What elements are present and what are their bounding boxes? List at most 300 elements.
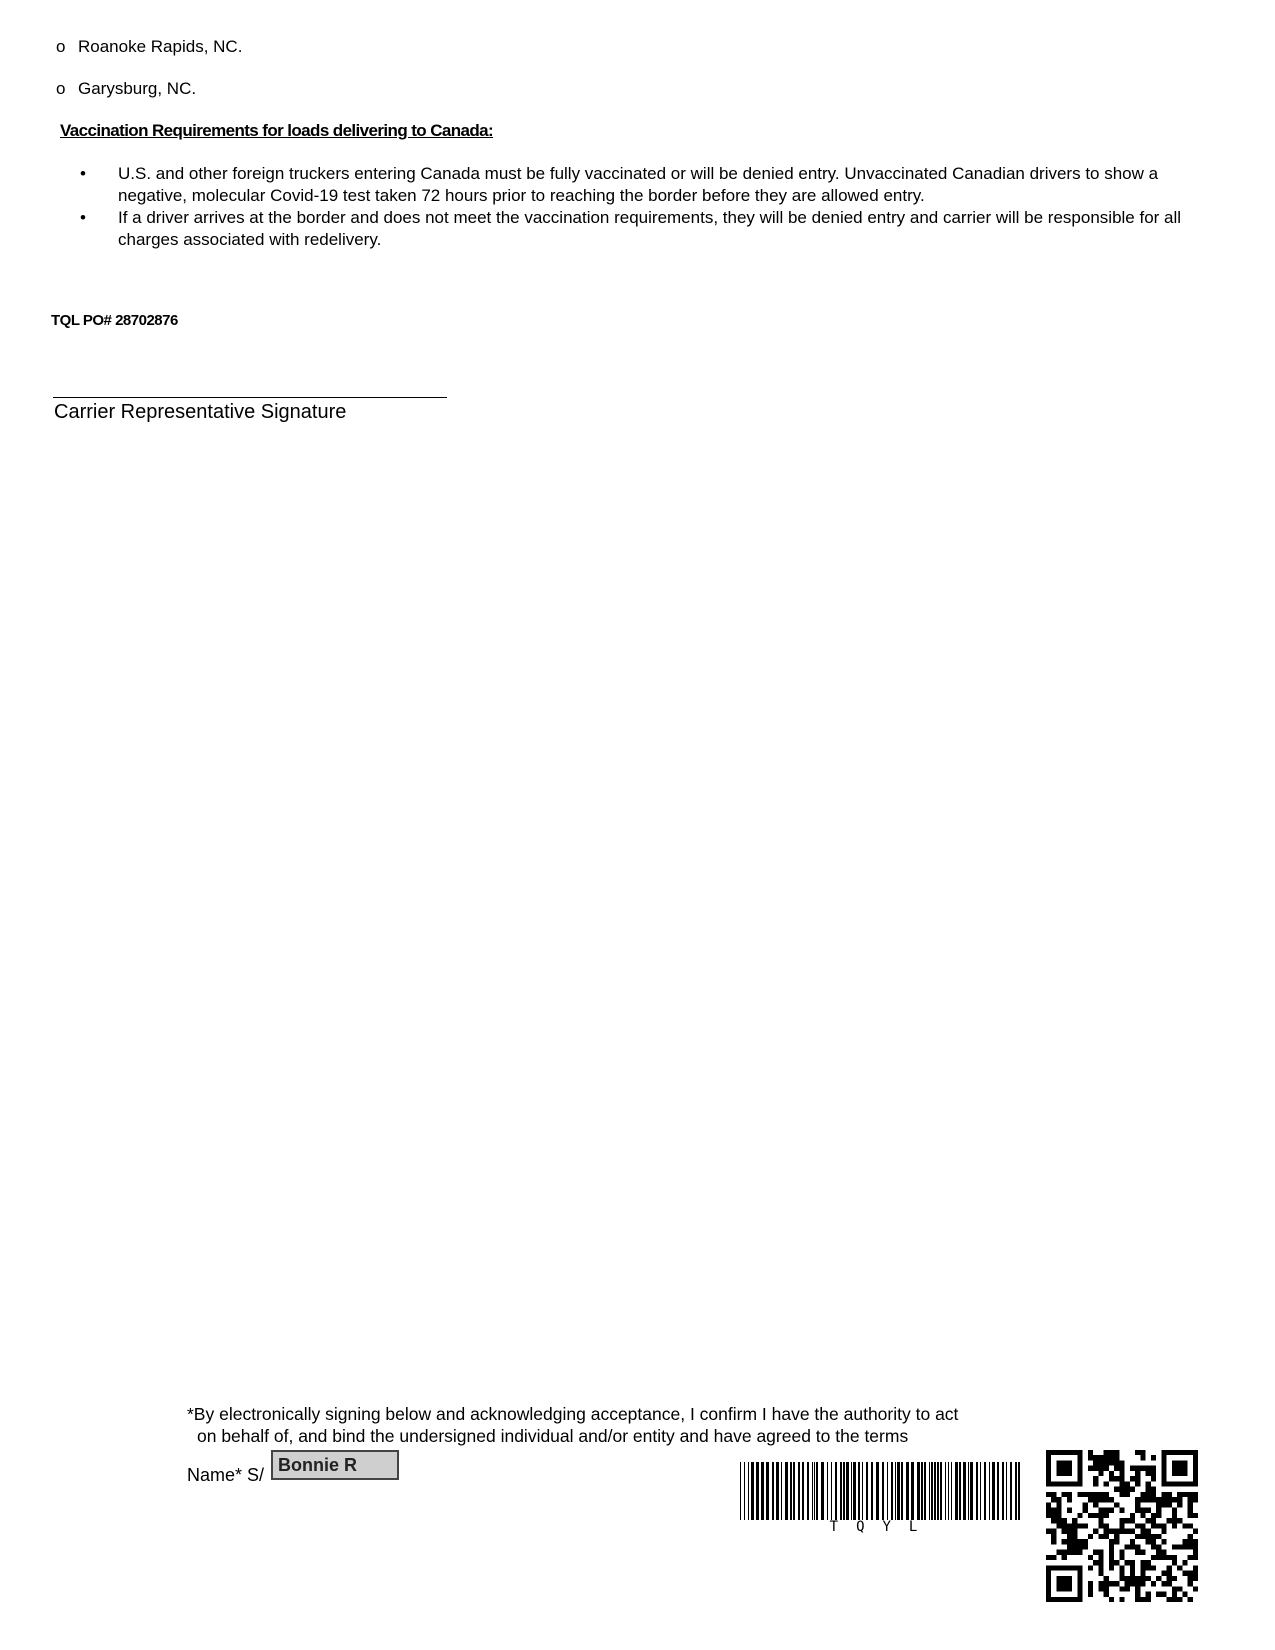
barcode-bar [887, 1462, 888, 1520]
qr-module [1046, 1529, 1051, 1534]
qr-module [1151, 1487, 1156, 1492]
qr-module [1119, 1586, 1124, 1591]
barcode-bar [1006, 1462, 1007, 1520]
qr-module [1109, 1497, 1114, 1502]
qr-module [1135, 1476, 1140, 1481]
qr-module [1167, 1576, 1172, 1581]
qr-module [1088, 1455, 1093, 1460]
qr-module [1130, 1487, 1135, 1492]
qr-module [1140, 1581, 1145, 1586]
qr-module [1051, 1529, 1056, 1534]
qr-module [1146, 1565, 1151, 1570]
qr-module [1088, 1497, 1093, 1502]
qr-module [1072, 1550, 1077, 1555]
qr-module [1146, 1576, 1151, 1581]
qr-module [1109, 1539, 1114, 1544]
qr-module [1161, 1502, 1166, 1507]
qr-module [1098, 1513, 1103, 1518]
barcode-bar [901, 1462, 903, 1520]
location-text: Roanoke Rapids, NC. [78, 37, 243, 56]
qr-module [1093, 1497, 1098, 1502]
barcode-bar [934, 1462, 936, 1520]
qr-module [1161, 1539, 1166, 1544]
qr-module [1109, 1471, 1114, 1476]
qr-module [1151, 1476, 1156, 1481]
qr-module [1172, 1592, 1177, 1597]
qr-module [1135, 1450, 1140, 1455]
qr-module [1125, 1529, 1130, 1534]
acknowledgement-line-1: *By electronically signing below and acknowledging acceptance, I confirm I have the authority to act [187, 1404, 959, 1424]
qr-module [1188, 1576, 1193, 1581]
qr-module [1193, 1565, 1198, 1570]
qr-module [1056, 1518, 1061, 1523]
qr-module [1072, 1544, 1077, 1549]
qr-module [1182, 1523, 1187, 1528]
qr-module [1067, 1508, 1072, 1513]
qr-module [1083, 1544, 1088, 1549]
qr-module [1088, 1592, 1093, 1597]
qr-module [1093, 1466, 1098, 1471]
qr-module [1056, 1550, 1061, 1555]
barcode-bar [891, 1462, 893, 1520]
qr-module [1093, 1513, 1098, 1518]
barcode-bar [959, 1462, 961, 1520]
barcode-bar [955, 1462, 958, 1520]
bullet-item [80, 163, 1200, 207]
qr-module [1193, 1576, 1198, 1581]
qr-module [1109, 1529, 1114, 1534]
barcode-bar [1015, 1462, 1017, 1520]
qr-module [1188, 1544, 1193, 1549]
qr-module [1167, 1492, 1172, 1497]
qr-module [1151, 1565, 1156, 1570]
qr-module [1172, 1555, 1177, 1560]
qr-module [1114, 1487, 1119, 1492]
barcode-bar [853, 1462, 856, 1520]
qr-module [1125, 1544, 1130, 1549]
qr-module [1077, 1492, 1082, 1497]
qr-module [1119, 1492, 1124, 1497]
qr-module [1156, 1544, 1161, 1549]
qr-module [1177, 1492, 1182, 1497]
qr-module [1140, 1450, 1145, 1455]
barcode-bar [931, 1462, 933, 1520]
qr-module [1172, 1586, 1177, 1591]
qr-module [1125, 1576, 1130, 1581]
barcode-bar [744, 1462, 745, 1520]
qr-module [1182, 1492, 1187, 1497]
qr-module [1146, 1508, 1151, 1513]
qr-module [1193, 1492, 1198, 1497]
barcode-bar [740, 1462, 741, 1520]
qr-module [1125, 1481, 1130, 1486]
qr-module [1098, 1581, 1103, 1586]
qr-module [1109, 1597, 1114, 1602]
bullet-text: U.S. and other foreign truckers entering Canada must be fully vaccinated or will be denied entry. Unvaccinated Canadian drivers to show a negative, molecular Covid-19 test taken 72 hours prior to reaching the border before they are allowed entry. [118, 164, 1159, 205]
qr-module [1062, 1555, 1067, 1560]
qr-module [1140, 1497, 1145, 1502]
qr-module [1130, 1544, 1135, 1549]
qr-module [1135, 1586, 1140, 1591]
qr-module [1146, 1534, 1151, 1539]
barcode-bar [766, 1462, 769, 1520]
qr-module [1088, 1466, 1093, 1471]
qr-module [1093, 1492, 1098, 1497]
barcode-bar [937, 1462, 939, 1520]
qr-module [1098, 1471, 1103, 1476]
qr-module [1188, 1508, 1193, 1513]
qr-module [1046, 1513, 1051, 1518]
qr-module [1135, 1576, 1140, 1581]
barcode-bar [835, 1462, 837, 1520]
qr-module [1140, 1455, 1145, 1460]
qr-module [1167, 1518, 1172, 1523]
qr-module [1167, 1565, 1172, 1570]
qr-module [1177, 1518, 1182, 1523]
barcode-bar [984, 1462, 986, 1520]
qr-module [1140, 1492, 1145, 1497]
qr-module [1067, 1529, 1072, 1534]
qr-module [1146, 1497, 1151, 1502]
qr-module [1146, 1529, 1151, 1534]
qr-module [1151, 1497, 1156, 1502]
barcode-bar [1002, 1462, 1004, 1520]
qr-module [1182, 1539, 1187, 1544]
qr-module [1119, 1576, 1124, 1581]
qr-module [1062, 1518, 1067, 1523]
vaccination-heading: Vaccination Requirements for loads delivering to Canada: [60, 121, 494, 140]
qr-module [1056, 1576, 1072, 1592]
qr-module [1161, 1550, 1166, 1555]
qr-module [1104, 1534, 1109, 1539]
qr-module [1188, 1597, 1193, 1602]
bullet-item [80, 207, 1200, 251]
qr-module [1151, 1492, 1156, 1497]
qr-module [1140, 1523, 1145, 1528]
qr-module [1161, 1555, 1166, 1560]
qr-module [1146, 1492, 1151, 1497]
qr-module [1130, 1529, 1135, 1534]
qr-module [1177, 1565, 1182, 1570]
qr-module [1051, 1508, 1056, 1513]
qr-module [1051, 1534, 1056, 1539]
list-marker: o [56, 79, 66, 98]
qr-module [1188, 1492, 1193, 1497]
qr-module [1140, 1576, 1145, 1581]
qr-module [1104, 1455, 1109, 1460]
qr-module [1125, 1560, 1130, 1565]
qr-module [1046, 1492, 1051, 1497]
qr-module [1109, 1560, 1114, 1565]
qr-module [1072, 1518, 1077, 1523]
qr-module [1156, 1550, 1161, 1555]
qr-module [1188, 1555, 1193, 1560]
qr-module [1104, 1576, 1109, 1581]
barcode-bar [876, 1462, 879, 1520]
qr-module [1119, 1597, 1124, 1602]
qr-module [1130, 1581, 1135, 1586]
qr-module [1161, 1571, 1166, 1576]
qr-module [1193, 1497, 1198, 1502]
barcode-bar [802, 1462, 804, 1520]
qr-module [1109, 1544, 1114, 1549]
qr-module [1182, 1544, 1187, 1549]
qr-module [1098, 1571, 1103, 1576]
qr-module [1177, 1544, 1182, 1549]
qr-module [1135, 1523, 1140, 1528]
barcode-bar [827, 1462, 828, 1520]
barcode-bar [776, 1462, 779, 1520]
qr-module [1114, 1455, 1119, 1460]
qr-module [1188, 1523, 1193, 1528]
signature-line [53, 397, 447, 398]
qr-module [1093, 1476, 1098, 1481]
qr-module [1146, 1471, 1151, 1476]
qr-module [1140, 1597, 1145, 1602]
qr-module [1067, 1534, 1072, 1539]
name-label: Name* S/ [187, 1465, 265, 1485]
qr-module [1098, 1523, 1103, 1528]
qr-module [1193, 1513, 1198, 1518]
qr-module [1083, 1523, 1088, 1528]
barcode-bar [816, 1462, 818, 1520]
qr-module [1182, 1592, 1187, 1597]
qr-module [1119, 1529, 1124, 1534]
qr-module [1119, 1481, 1124, 1486]
qr-module [1046, 1508, 1051, 1513]
barcode-bar [748, 1462, 749, 1520]
barcode-bar [929, 1462, 930, 1520]
qr-module [1093, 1529, 1098, 1534]
barcode-bar [858, 1462, 860, 1520]
qr-module [1172, 1497, 1177, 1502]
qr-module [1114, 1466, 1119, 1471]
barcode-bar [798, 1462, 800, 1520]
barcode-bar [924, 1462, 926, 1520]
acknowledgement-line-2: on behalf of, and bind the undersigned individual and/or entity and have agreed to the terms [197, 1426, 909, 1446]
barcode-bar [882, 1462, 884, 1520]
qr-module [1077, 1523, 1082, 1528]
qr-module [1119, 1550, 1124, 1555]
qr-module [1072, 1539, 1077, 1544]
qr-module [1177, 1586, 1182, 1591]
qr-module [1130, 1539, 1135, 1544]
qr-module [1056, 1523, 1061, 1528]
barcode-bar [917, 1462, 920, 1520]
qr-module [1114, 1581, 1119, 1586]
barcode-bar [812, 1462, 813, 1520]
qr-module [1093, 1481, 1098, 1486]
qr-module [1119, 1460, 1124, 1465]
qr-module [1188, 1497, 1193, 1502]
qr-module [1146, 1597, 1151, 1602]
qr-module [1119, 1471, 1124, 1476]
qr-module [1077, 1539, 1082, 1544]
barcode-bar [790, 1462, 792, 1520]
qr-module [1098, 1560, 1103, 1565]
qr-module [1083, 1508, 1088, 1513]
qr-module [1088, 1586, 1093, 1591]
qr-module [1114, 1539, 1119, 1544]
qr-module [1104, 1492, 1109, 1497]
qr-module [1051, 1513, 1056, 1518]
qr-module [1188, 1534, 1193, 1539]
bullet-marker: • [80, 164, 86, 183]
qr-module [1067, 1539, 1072, 1544]
qr-module [1109, 1460, 1114, 1465]
qr-module [1114, 1450, 1119, 1455]
qr-module [1135, 1597, 1140, 1602]
qr-module [1077, 1513, 1082, 1518]
qr-module [1093, 1455, 1098, 1460]
qr-module [1088, 1534, 1093, 1539]
qr-module [1067, 1497, 1072, 1502]
qr-module [1156, 1508, 1161, 1513]
qr-module [1056, 1502, 1061, 1507]
qr-module [1062, 1523, 1067, 1528]
qr-module [1125, 1581, 1130, 1586]
barcode-bar [785, 1462, 788, 1520]
qr-module [1125, 1586, 1130, 1591]
qr-module [1151, 1581, 1156, 1586]
po-number: TQL PO# 28702876 [51, 312, 178, 329]
barcode-bar [921, 1462, 923, 1520]
qr-module [1088, 1492, 1093, 1497]
barcode-bar [948, 1462, 949, 1520]
qr-module [1104, 1466, 1109, 1471]
barcode-bar [866, 1462, 868, 1520]
qr-module [1077, 1544, 1082, 1549]
qr-module [1151, 1518, 1156, 1523]
location-item-garysburg [56, 79, 196, 99]
barcode-bar [862, 1462, 863, 1520]
qr-module [1114, 1560, 1119, 1565]
barcode-bar [1010, 1462, 1012, 1520]
qr-module [1167, 1571, 1172, 1576]
acknowledgement-text [187, 1403, 958, 1447]
signature-label: Carrier Representative Signature [54, 401, 347, 423]
qr-module [1130, 1576, 1135, 1581]
location-item-roanoke [56, 37, 242, 57]
qr-module [1172, 1460, 1188, 1476]
qr-module [1104, 1481, 1109, 1486]
qr-module [1151, 1544, 1156, 1549]
qr-module [1104, 1581, 1109, 1586]
qr-module [1077, 1550, 1082, 1555]
barcode-bar [980, 1462, 981, 1520]
qr-module [1188, 1571, 1193, 1576]
qr-module [1109, 1476, 1114, 1481]
qr-module [1193, 1571, 1198, 1576]
qr-module [1167, 1497, 1172, 1502]
qr-module [1098, 1550, 1103, 1555]
qr-module [1098, 1460, 1103, 1465]
qr-module [1062, 1539, 1067, 1544]
qr-module [1140, 1466, 1145, 1471]
qr-module [1072, 1534, 1077, 1539]
qr-module [1119, 1523, 1124, 1528]
barcode-bar [781, 1462, 782, 1520]
qr-module [1146, 1560, 1151, 1565]
qr-module [1109, 1455, 1114, 1460]
qr-module [1072, 1529, 1077, 1534]
qr-module [1119, 1555, 1124, 1560]
qr-module [1104, 1586, 1109, 1591]
qr-module [1172, 1576, 1177, 1581]
qr-module [1182, 1560, 1187, 1565]
qr-module [1098, 1508, 1103, 1513]
qr-module [1119, 1565, 1124, 1570]
qr-module [1109, 1508, 1114, 1513]
qr-module [1083, 1502, 1088, 1507]
barcode-bar [895, 1462, 896, 1520]
barcode-bar [871, 1462, 873, 1520]
qr-module [1140, 1508, 1145, 1513]
barcode-bar [843, 1462, 845, 1520]
qr-module [1151, 1523, 1156, 1528]
qr-module [1109, 1450, 1114, 1455]
qr-module [1172, 1560, 1177, 1565]
qr-module [1161, 1492, 1166, 1497]
qr-module [1119, 1571, 1124, 1576]
barcode-bar [970, 1462, 973, 1520]
qr-module [1130, 1466, 1135, 1471]
barcode-bar [976, 1462, 978, 1520]
qr-module [1062, 1529, 1067, 1534]
qr-module [1156, 1497, 1161, 1502]
qr-module [1161, 1497, 1166, 1502]
qr-module [1114, 1529, 1119, 1534]
qr-module [1062, 1492, 1067, 1497]
qr-module [1067, 1544, 1072, 1549]
qr-module [1140, 1529, 1145, 1534]
qr-module [1130, 1571, 1135, 1576]
qr-module [1151, 1555, 1156, 1560]
qr-module [1140, 1550, 1145, 1555]
qr-module [1135, 1534, 1140, 1539]
qr-module [1062, 1550, 1067, 1555]
name-signature-field[interactable]: Bonnie R [271, 1450, 399, 1480]
qr-module [1172, 1523, 1177, 1528]
barcode-bar [1018, 1462, 1020, 1520]
barcode-bar [751, 1462, 754, 1520]
barcode-bar [897, 1462, 900, 1520]
barcode-bar [851, 1462, 852, 1520]
qr-module [1104, 1592, 1109, 1597]
qr-module [1151, 1539, 1156, 1544]
qr-module [1056, 1460, 1072, 1476]
barcode-bar [831, 1462, 832, 1520]
qr-module [1193, 1550, 1198, 1555]
qr-module [1188, 1581, 1193, 1586]
qr-module [1188, 1513, 1193, 1518]
qr-module [1140, 1513, 1145, 1518]
qr-module [1167, 1597, 1172, 1602]
qr-module [1130, 1513, 1135, 1518]
qr-module [1083, 1539, 1088, 1544]
qr-module [1051, 1492, 1056, 1497]
qr-module [1093, 1502, 1098, 1507]
qr-module [1098, 1497, 1103, 1502]
qr-module [1104, 1450, 1109, 1455]
qr-module [1161, 1592, 1166, 1597]
qr-module [1093, 1550, 1098, 1555]
barcode-bar [793, 1462, 795, 1520]
qr-module [1098, 1518, 1103, 1523]
bullet-marker: • [80, 208, 86, 227]
qr-module [1130, 1476, 1135, 1481]
qr-module [1167, 1502, 1172, 1507]
